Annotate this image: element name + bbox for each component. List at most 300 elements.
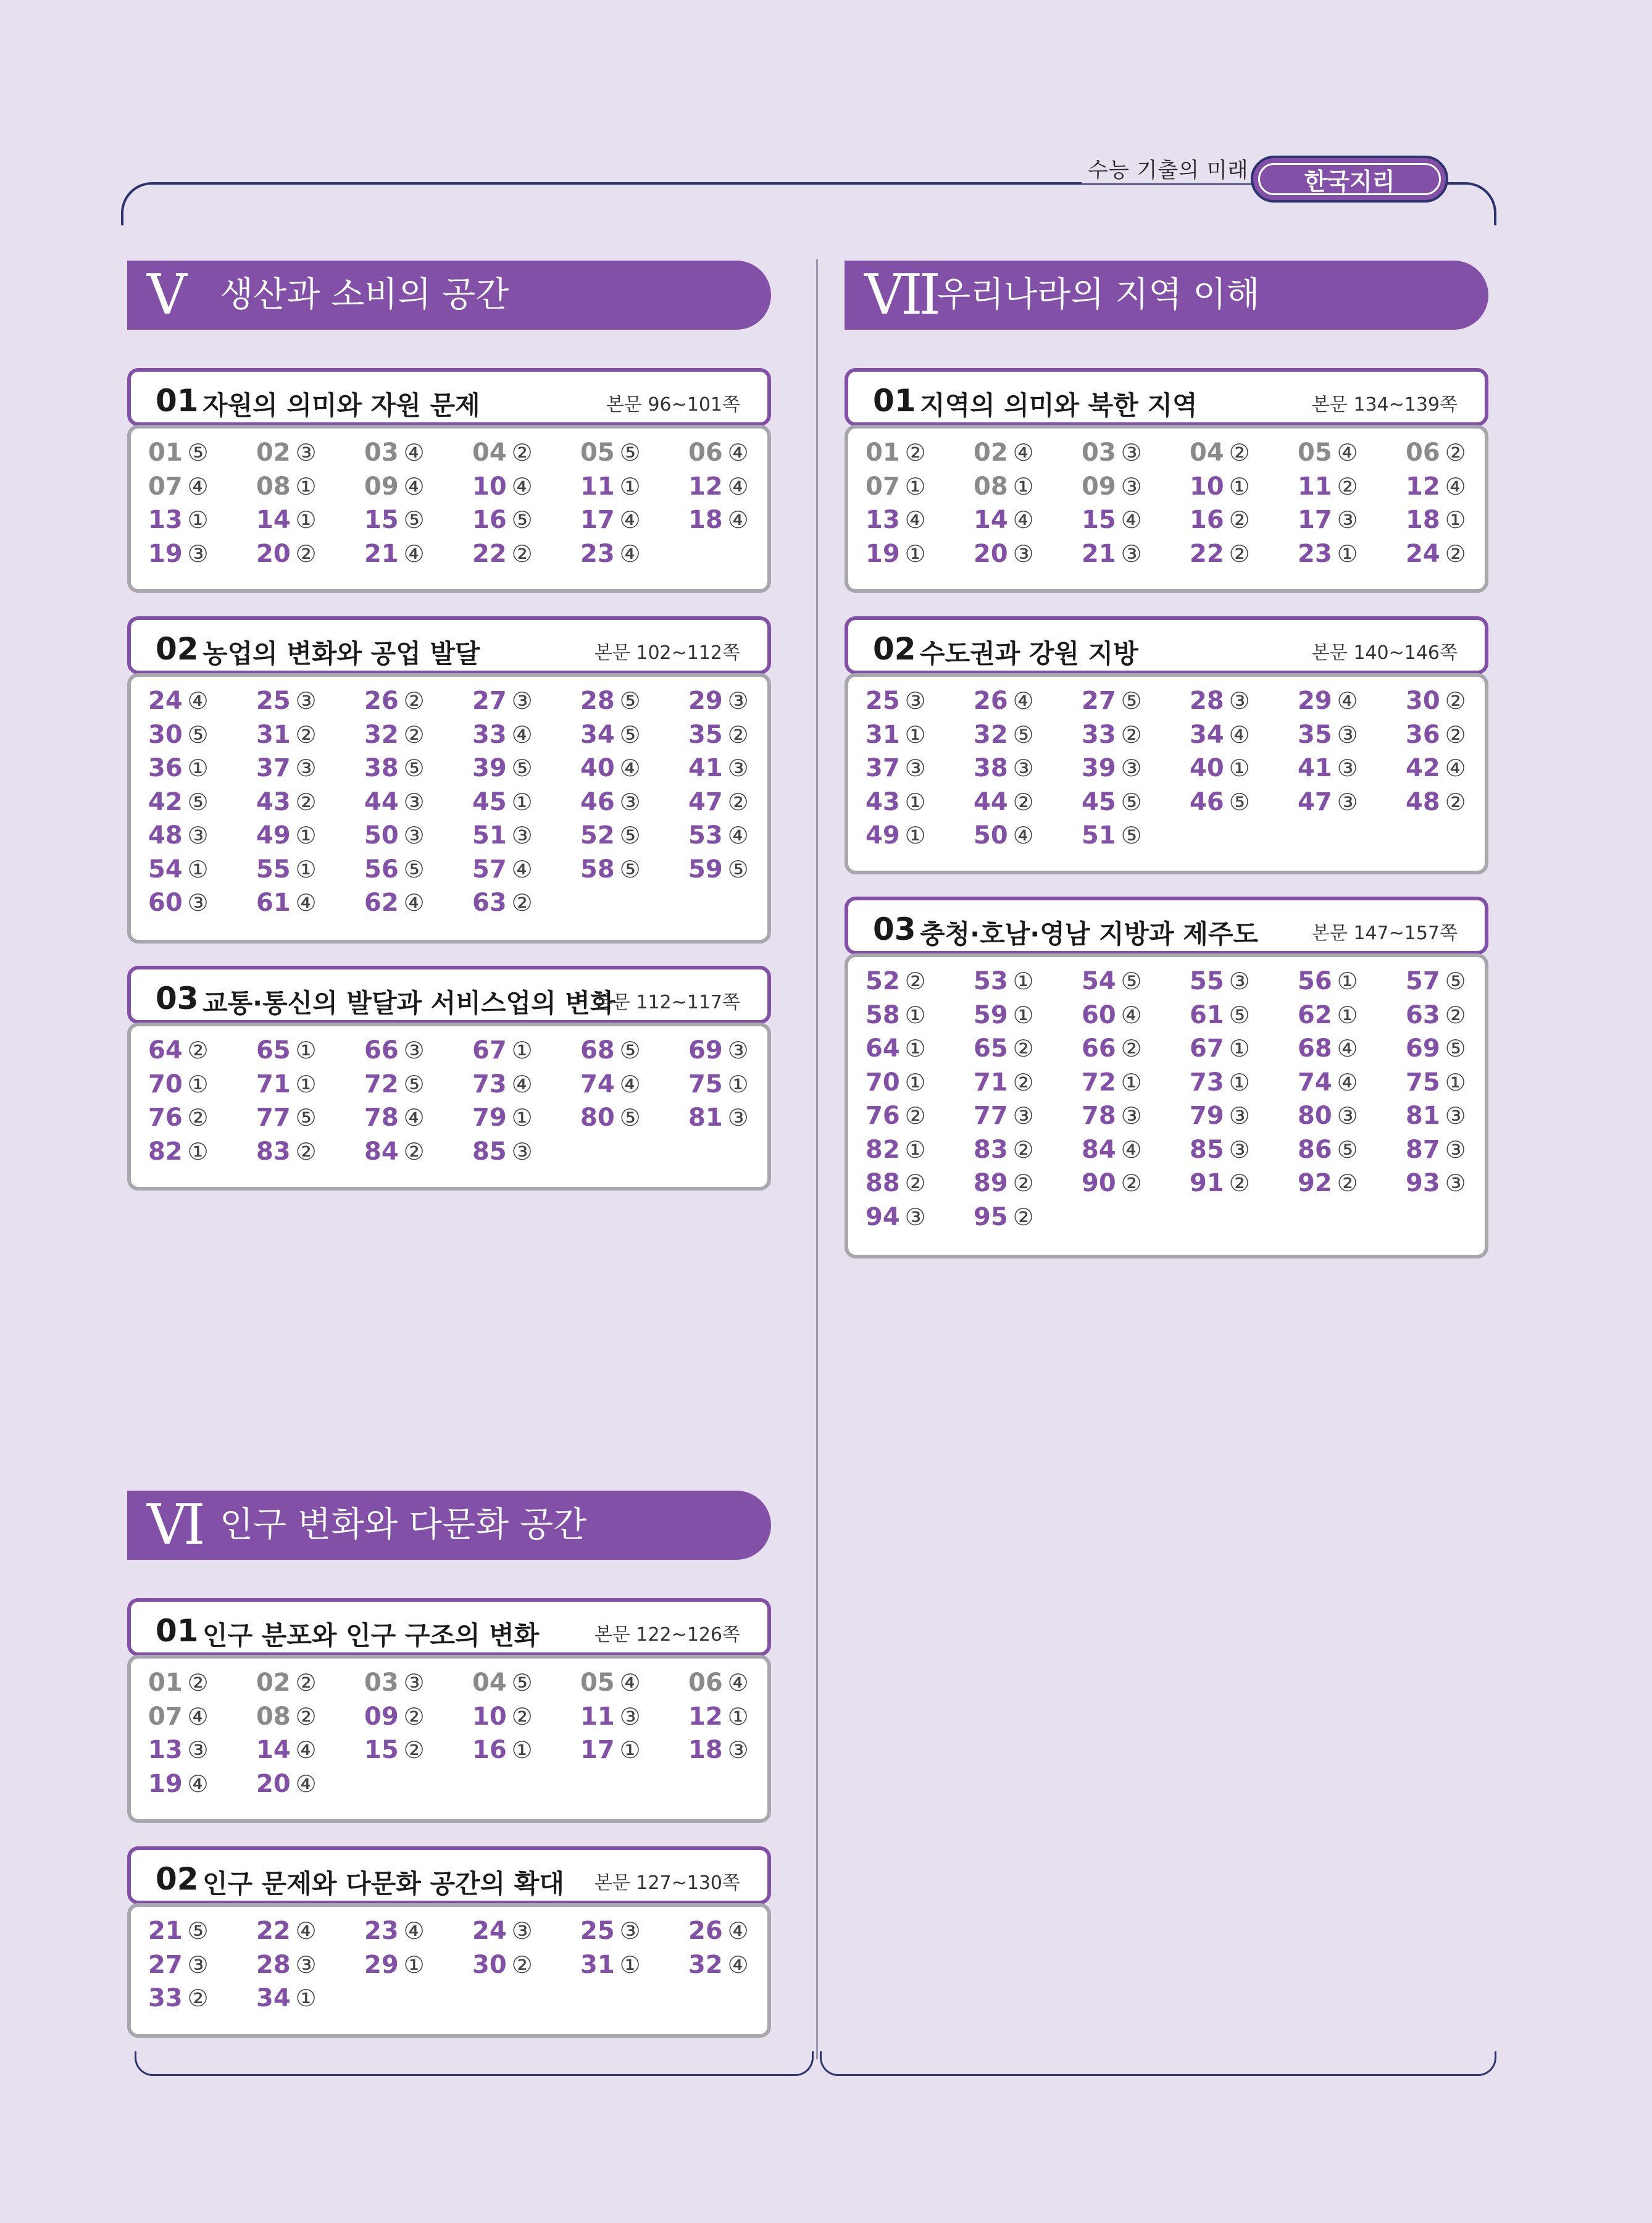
answer-item (364, 1702, 425, 1731)
answer-item (148, 506, 209, 534)
answer-item (1298, 1102, 1358, 1130)
answer-item (364, 438, 425, 467)
answer-number: 34 (256, 1984, 291, 2012)
answer-choice: ⑤ (187, 721, 209, 748)
answer-item (866, 754, 926, 782)
answer-item (148, 540, 209, 568)
answer-item (688, 1070, 749, 1099)
answer-choice: ② (1337, 472, 1358, 500)
answer-number: 18 (688, 1736, 723, 1764)
answer-item (256, 506, 317, 534)
chapter-header (127, 1598, 771, 1656)
answer-number: 17 (580, 1736, 615, 1764)
answer-choice: ④ (1337, 1068, 1358, 1096)
answer-number: 79 (472, 1103, 507, 1132)
answer-number: 22 (1190, 539, 1224, 568)
answer-item (472, 472, 533, 501)
answer-item (688, 1702, 749, 1731)
answer-number: 02 (974, 438, 1008, 467)
answer-number: 91 (1190, 1169, 1224, 1197)
answer-item (472, 506, 533, 534)
answer-number: 02 (256, 1668, 291, 1697)
answer-choice: ④ (403, 540, 425, 567)
answer-number: 15 (1082, 506, 1116, 534)
chapter-header (845, 897, 1488, 955)
answer-item (1082, 1102, 1142, 1130)
answer-choice: ④ (1445, 755, 1466, 782)
answer-number: 24 (472, 1917, 507, 1945)
answer-choice: ② (1012, 788, 1034, 816)
answer-number: 77 (974, 1102, 1008, 1130)
answer-item (148, 855, 209, 884)
chapter-pages: 본문 122~126쪽 (594, 1624, 740, 1646)
answer-item (1082, 821, 1142, 850)
answer-choice: ⑤ (1120, 968, 1142, 995)
answer-number: 20 (974, 539, 1008, 568)
answer-item (472, 1137, 533, 1166)
answer-choice: ④ (1120, 1136, 1142, 1163)
answer-number: 02 (256, 438, 291, 467)
chapter-pages: 본문 147~157쪽 (1311, 923, 1458, 944)
answer-choice: ④ (1229, 721, 1250, 748)
answer-item (364, 1951, 425, 1979)
answer-choice: ② (1012, 1068, 1034, 1096)
answer-item (148, 754, 209, 782)
answer-number: 53 (688, 821, 723, 850)
answer-item (866, 821, 926, 850)
answer-number: 20 (256, 539, 291, 568)
answer-item (1082, 1136, 1142, 1164)
answer-item (866, 687, 926, 715)
answer-item (580, 1917, 641, 1945)
answer-number: 33 (472, 720, 507, 749)
answer-item (1190, 687, 1250, 715)
answer-number: 11 (1298, 472, 1332, 501)
answer-item (688, 472, 749, 501)
answer-number: 76 (866, 1102, 900, 1130)
answer-number: 74 (1298, 1068, 1332, 1097)
answer-item (1298, 438, 1358, 467)
answer-number: 84 (364, 1137, 399, 1166)
answer-choice: ⑤ (1012, 721, 1034, 748)
answer-item (1406, 540, 1466, 568)
answer-choice: ⑤ (619, 822, 641, 849)
series-title: 수능 기출의 미래 (1082, 153, 1255, 183)
answer-item (866, 1001, 926, 1029)
answer-box (845, 673, 1488, 874)
answer-choice: ② (403, 687, 425, 714)
answer-item (364, 687, 425, 715)
answer-number: 47 (1298, 787, 1332, 816)
answer-choice: ③ (904, 1203, 926, 1231)
answer-number: 43 (866, 787, 900, 816)
answer-number: 08 (974, 472, 1008, 501)
answer-number: 10 (472, 1702, 507, 1731)
answer-item (1082, 687, 1142, 715)
answer-number: 04 (1190, 438, 1224, 467)
answer-choice: ② (1012, 1203, 1034, 1231)
answer-choice: ① (295, 506, 317, 534)
answer-item (1298, 1169, 1358, 1197)
answer-choice: ① (1012, 1001, 1034, 1029)
answer-choice: ① (187, 755, 209, 782)
answer-number: 22 (256, 1917, 291, 1945)
answer-choice: ④ (727, 822, 749, 849)
answer-choice: ③ (1229, 968, 1250, 995)
answer-item (148, 687, 209, 715)
answer-number: 86 (1298, 1135, 1332, 1164)
answer-number: 72 (364, 1070, 399, 1099)
answer-item (580, 506, 641, 534)
answer-number: 83 (974, 1135, 1008, 1164)
answer-item (1190, 754, 1250, 782)
answer-number: 32 (364, 720, 399, 749)
answer-number: 42 (1406, 754, 1440, 782)
answer-choice: ③ (1120, 755, 1142, 782)
answer-choice: ② (904, 968, 926, 995)
answer-item (1406, 1169, 1466, 1197)
answer-item (1082, 472, 1142, 501)
answer-choice: ② (727, 788, 749, 816)
answer-item (472, 1036, 533, 1065)
answer-number: 42 (148, 787, 183, 816)
answer-number: 24 (148, 687, 183, 715)
answer-number: 24 (1406, 539, 1440, 568)
answer-item (974, 472, 1034, 501)
answer-item (148, 889, 209, 917)
answer-number: 75 (688, 1070, 723, 1099)
answer-number: 07 (148, 1702, 183, 1731)
answer-number: 84 (1082, 1135, 1116, 1164)
bottom-rule-right (820, 2051, 1496, 2076)
answer-number: 93 (1406, 1169, 1440, 1197)
answer-number: 80 (580, 1103, 615, 1132)
answer-number: 90 (1082, 1169, 1116, 1197)
unit-banner-7 (845, 261, 1488, 330)
answer-number: 23 (1298, 539, 1332, 568)
answer-number: 68 (1298, 1034, 1332, 1063)
answer-item (256, 788, 317, 816)
answer-number: 51 (1082, 821, 1116, 850)
answer-number: 76 (148, 1103, 183, 1132)
answer-number: 50 (974, 821, 1008, 850)
answer-choice: ② (403, 721, 425, 748)
answer-item (1298, 1001, 1358, 1029)
answer-choice: ④ (619, 540, 641, 567)
answer-choice: ⑤ (727, 855, 749, 883)
answer-item (866, 540, 926, 568)
answer-item (866, 438, 926, 467)
answer-item (1082, 1169, 1142, 1197)
answer-number: 56 (1298, 967, 1332, 995)
answer-choice: ⑤ (403, 1070, 425, 1098)
answer-item (364, 754, 425, 782)
answer-number: 38 (974, 754, 1008, 782)
answer-choice: ② (1445, 540, 1466, 567)
answer-choice: ① (1012, 968, 1034, 995)
answer-number: 09 (364, 472, 399, 501)
answer-number: 88 (866, 1169, 900, 1197)
answer-item (472, 1951, 533, 1979)
answer-number: 35 (688, 720, 723, 749)
answer-choice: ④ (727, 1917, 749, 1945)
answer-choice: ③ (295, 687, 317, 714)
answer-item (974, 967, 1034, 995)
answer-item (1298, 506, 1358, 534)
answer-number: 55 (256, 855, 291, 884)
answer-choice: ④ (187, 687, 209, 714)
answer-item (148, 1736, 209, 1764)
answer-choice: ① (1120, 1068, 1142, 1096)
answer-number: 73 (472, 1070, 507, 1099)
answer-number: 45 (1082, 787, 1116, 816)
answer-item (256, 889, 317, 917)
answer-number: 72 (1082, 1068, 1116, 1097)
answer-choice: ① (295, 472, 317, 500)
answer-number: 27 (472, 687, 507, 715)
answer-number: 27 (1082, 687, 1116, 715)
answer-item (1082, 540, 1142, 568)
answer-number: 85 (1190, 1135, 1224, 1164)
subject-badge (1251, 156, 1448, 203)
chapter-title: 인구 문제와 다문화 공간의 확대 (202, 1869, 564, 1899)
answer-number: 64 (148, 1036, 183, 1065)
answer-choice: ② (1445, 687, 1466, 714)
answer-choice: ② (1012, 1170, 1034, 1197)
answer-item (974, 1203, 1034, 1231)
answer-choice: ① (295, 855, 317, 883)
answer-choice: ② (511, 889, 533, 916)
answer-number: 73 (1190, 1068, 1224, 1097)
answer-item (256, 472, 317, 501)
answer-item (866, 472, 926, 501)
answer-choice: ② (295, 721, 317, 748)
unit-title: 인구 변화와 다문화 공간 (220, 1505, 587, 1545)
answer-number: 14 (256, 506, 291, 534)
answer-choice: ① (619, 1736, 641, 1764)
answer-choice: ① (904, 1068, 926, 1096)
answer-item (1190, 1136, 1250, 1164)
chapter-header (845, 616, 1488, 674)
answer-choice: ② (187, 1669, 209, 1696)
answer-number: 05 (580, 1668, 615, 1697)
answer-choice: ④ (1337, 687, 1358, 714)
answer-number: 45 (472, 787, 507, 816)
answer-number: 48 (1406, 787, 1440, 816)
answer-number: 57 (472, 855, 507, 884)
answer-choice: ② (904, 1170, 926, 1197)
answer-item (974, 754, 1034, 782)
answer-number: 23 (364, 1917, 399, 1945)
answer-number: 92 (1298, 1169, 1332, 1197)
answer-item (472, 438, 533, 467)
answer-item (1406, 1034, 1466, 1063)
answer-choice: ⑤ (619, 855, 641, 883)
answer-number: 03 (1082, 438, 1116, 467)
answer-item (1298, 754, 1358, 782)
answer-number: 06 (688, 1668, 723, 1697)
answer-number: 58 (580, 855, 615, 884)
answer-number: 09 (1082, 472, 1116, 501)
answer-item (256, 1137, 317, 1166)
answer-number: 59 (688, 855, 723, 884)
answer-number: 10 (472, 472, 507, 501)
answer-item (688, 788, 749, 816)
answer-item (1298, 1034, 1358, 1063)
answer-number: 17 (1298, 506, 1332, 534)
answer-choice: ① (619, 472, 641, 500)
answer-choice: ① (904, 1001, 926, 1029)
answer-item (974, 438, 1034, 467)
answer-choice: ⑤ (511, 755, 533, 782)
answer-choice: ③ (403, 1037, 425, 1064)
answer-box (127, 673, 771, 944)
answer-choice: ③ (187, 1736, 209, 1764)
answer-choice: ④ (619, 1669, 641, 1696)
answer-number: 74 (580, 1070, 615, 1099)
chapter-pages: 본문 127~130쪽 (594, 1872, 740, 1894)
answer-item (688, 1917, 749, 1945)
answer-number: 22 (472, 539, 507, 568)
answer-choice: ⑤ (619, 439, 641, 466)
answer-number: 52 (580, 821, 615, 850)
answer-choice: ④ (727, 1669, 749, 1696)
answer-number: 54 (148, 855, 183, 884)
answer-number: 07 (148, 472, 183, 501)
answer-choice: ① (511, 1736, 533, 1764)
chapter-title: 자원의 의미와 자원 문제 (202, 390, 480, 421)
answer-item (256, 1951, 317, 1979)
answer-number: 78 (364, 1103, 399, 1132)
answer-number: 15 (364, 1736, 399, 1764)
answer-number: 37 (866, 754, 900, 782)
answer-choice: ① (1337, 968, 1358, 995)
answer-number: 12 (1406, 472, 1440, 501)
answer-item (580, 1036, 641, 1065)
answer-choice: ② (403, 1137, 425, 1165)
answer-number: 70 (148, 1070, 183, 1099)
answer-choice: ④ (1337, 1035, 1358, 1062)
answer-number: 61 (1190, 1000, 1224, 1029)
answer-number: 05 (580, 438, 615, 467)
answer-item (688, 1036, 749, 1065)
answer-item (580, 687, 641, 715)
answer-number: 40 (1190, 754, 1224, 782)
answer-number: 04 (472, 1668, 507, 1697)
answer-choice: ④ (727, 439, 749, 466)
answer-item (1082, 754, 1142, 782)
answer-number: 40 (580, 754, 615, 782)
answer-item (256, 1984, 317, 2012)
answer-item (364, 506, 425, 534)
answer-item (364, 1103, 425, 1132)
answer-choice: ① (727, 1070, 749, 1098)
answer-choice: ④ (295, 1917, 317, 1945)
answer-choice: ② (295, 1137, 317, 1165)
answer-choice: ④ (295, 1770, 317, 1798)
answer-item (1190, 540, 1250, 568)
answer-choice: ② (1229, 506, 1250, 534)
answer-number: 16 (1190, 506, 1224, 534)
answer-item (148, 821, 209, 850)
answer-choice: ③ (1445, 1170, 1466, 1197)
answer-number: 47 (688, 787, 723, 816)
answer-item (866, 1203, 926, 1231)
answer-item (580, 1702, 641, 1731)
answer-item (1190, 967, 1250, 995)
answer-item (472, 788, 533, 816)
answer-choice: ③ (511, 1137, 533, 1165)
answer-number: 06 (1406, 438, 1440, 467)
answer-item (1406, 788, 1466, 816)
answer-item (688, 1668, 749, 1697)
answer-choice: ⑤ (511, 1669, 533, 1696)
unit-title: 우리나라의 지역 이해 (937, 275, 1260, 315)
chapter-header (127, 1846, 771, 1904)
chapter-title: 농업의 변화와 공업 발달 (202, 638, 480, 669)
answer-choice: ④ (187, 1702, 209, 1730)
answer-number: 08 (256, 1702, 291, 1731)
answer-item (688, 1736, 749, 1764)
answer-number: 26 (974, 687, 1008, 715)
answer-item (256, 540, 317, 568)
answer-number: 30 (472, 1950, 507, 1979)
answer-choice: ① (619, 1951, 641, 1978)
answer-choice: ① (295, 1985, 317, 2012)
answer-item (688, 438, 749, 467)
answer-choice: ④ (727, 472, 749, 500)
unit-roman: V (147, 262, 183, 327)
answer-item (472, 1736, 533, 1764)
answer-choice: ③ (1445, 1102, 1466, 1129)
answer-item (1082, 788, 1142, 816)
answer-number: 65 (974, 1034, 1008, 1063)
answer-number: 33 (148, 1984, 183, 2012)
chapter-title: 수도권과 강원 지방 (920, 638, 1138, 669)
answer-box (127, 1023, 771, 1191)
answer-item (256, 1770, 317, 1798)
answer-item (1406, 1102, 1466, 1130)
answer-choice: ② (295, 788, 317, 816)
answer-choice: ② (295, 540, 317, 567)
answer-item (580, 472, 641, 501)
answer-choice: ⑤ (1229, 788, 1250, 816)
answer-item (364, 1736, 425, 1764)
answer-number: 67 (1190, 1034, 1224, 1063)
answer-number: 01 (148, 438, 183, 467)
answer-choice: ⑤ (1229, 1001, 1250, 1029)
answer-number: 30 (148, 720, 183, 749)
answer-number: 55 (1190, 967, 1224, 995)
answer-choice: ④ (403, 439, 425, 466)
answer-box (127, 1903, 771, 2038)
answer-item (364, 1036, 425, 1065)
answer-item (1298, 967, 1358, 995)
answer-item (974, 788, 1034, 816)
answer-number: 63 (1406, 1000, 1440, 1029)
answer-item (1406, 506, 1466, 534)
answer-item (364, 1070, 425, 1099)
answer-item (364, 855, 425, 884)
answer-choice: ② (904, 1102, 926, 1129)
answer-number: 31 (580, 1950, 615, 1979)
answer-item (580, 540, 641, 568)
answer-choice: ④ (1012, 439, 1034, 466)
answer-choice: ① (1337, 540, 1358, 567)
answer-number: 82 (148, 1137, 183, 1166)
answer-number: 23 (580, 539, 615, 568)
answer-choice: ① (1229, 1068, 1250, 1096)
